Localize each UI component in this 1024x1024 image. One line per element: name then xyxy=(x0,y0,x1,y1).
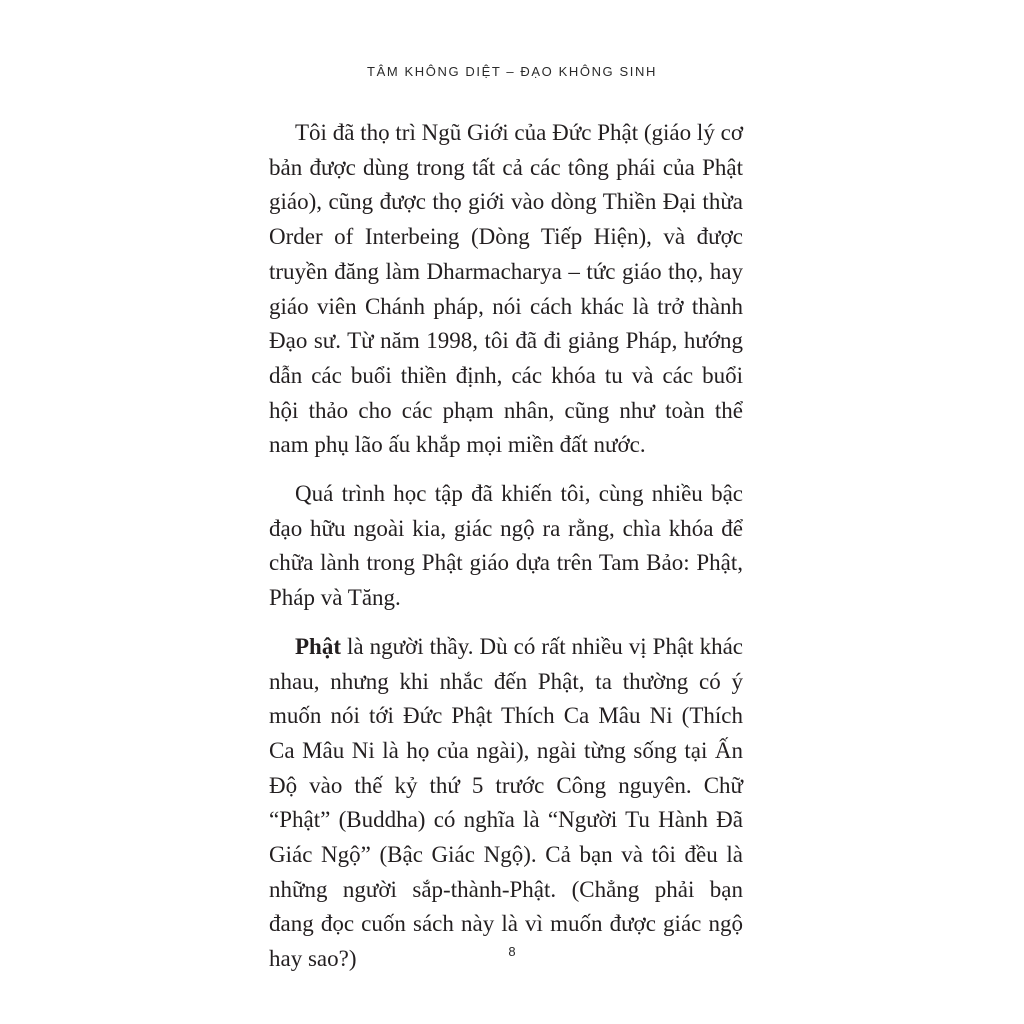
lead-term-phat: Phật xyxy=(295,633,341,659)
page-number: 8 xyxy=(508,944,516,959)
paragraph-2: Quá trình học tập đã khiến tôi, cùng nhiều bậc đạo hữu ngoài kia, giác ngộ ra rằng, chìa khóa để chữa lành trong Phật giáo dựa trên Tam Bảo: Phật, Pháp và Tăng. xyxy=(269,481,743,611)
paragraph-3-text: là người thầy. Dù có rất nhiều vị Phật khác nhau, nhưng khi nhắc đến Phật, ta thường có ý muốn nói tới Đức Phật Thích Ca Mâu Ni (Thích Ca Mâu Ni là họ của ngài), ngài từng sống tại Ấn Độ vào thế kỷ thứ 5 trước Công nguyên. Chữ “Phật” (Buddha) có nghĩa là “Người Tu Hành Đã Giác Ngộ” (Bậc Giác Ngộ). Cả bạn và tôi đều là những người sắp-thành-Phật. (Chẳng phải bạn đang đọc cuốn sách này là vì muốn được giác ngộ hay sao?) xyxy=(269,633,743,972)
paragraph-1: Tôi đã thọ trì Ngũ Giới của Đức Phật (giáo lý cơ bản được dùng trong tất cả các tông phái của Phật giáo), cũng được thọ giới vào dòng Thiền Đại thừa Order of Interbeing (Dòng Tiếp Hiện), và được truyền đăng làm Dharmacharya – tức giáo thọ, hay giáo viên Chánh pháp, nói cách khác là trở thành Đạo sư. Từ năm 1998, tôi đã đi giảng Pháp, hướng dẫn các buổi thiền định, các khóa tu và các buổi hội thảo cho các phạm nhân, cũng như toàn thể nam phụ lão ấu khắp mọi miền đất nước. xyxy=(269,120,743,458)
running-header: TÂM KHÔNG DIỆT – ĐẠO KHÔNG SINH xyxy=(367,64,657,79)
body-text xyxy=(269,116,743,991)
paragraph-3 xyxy=(269,630,743,977)
